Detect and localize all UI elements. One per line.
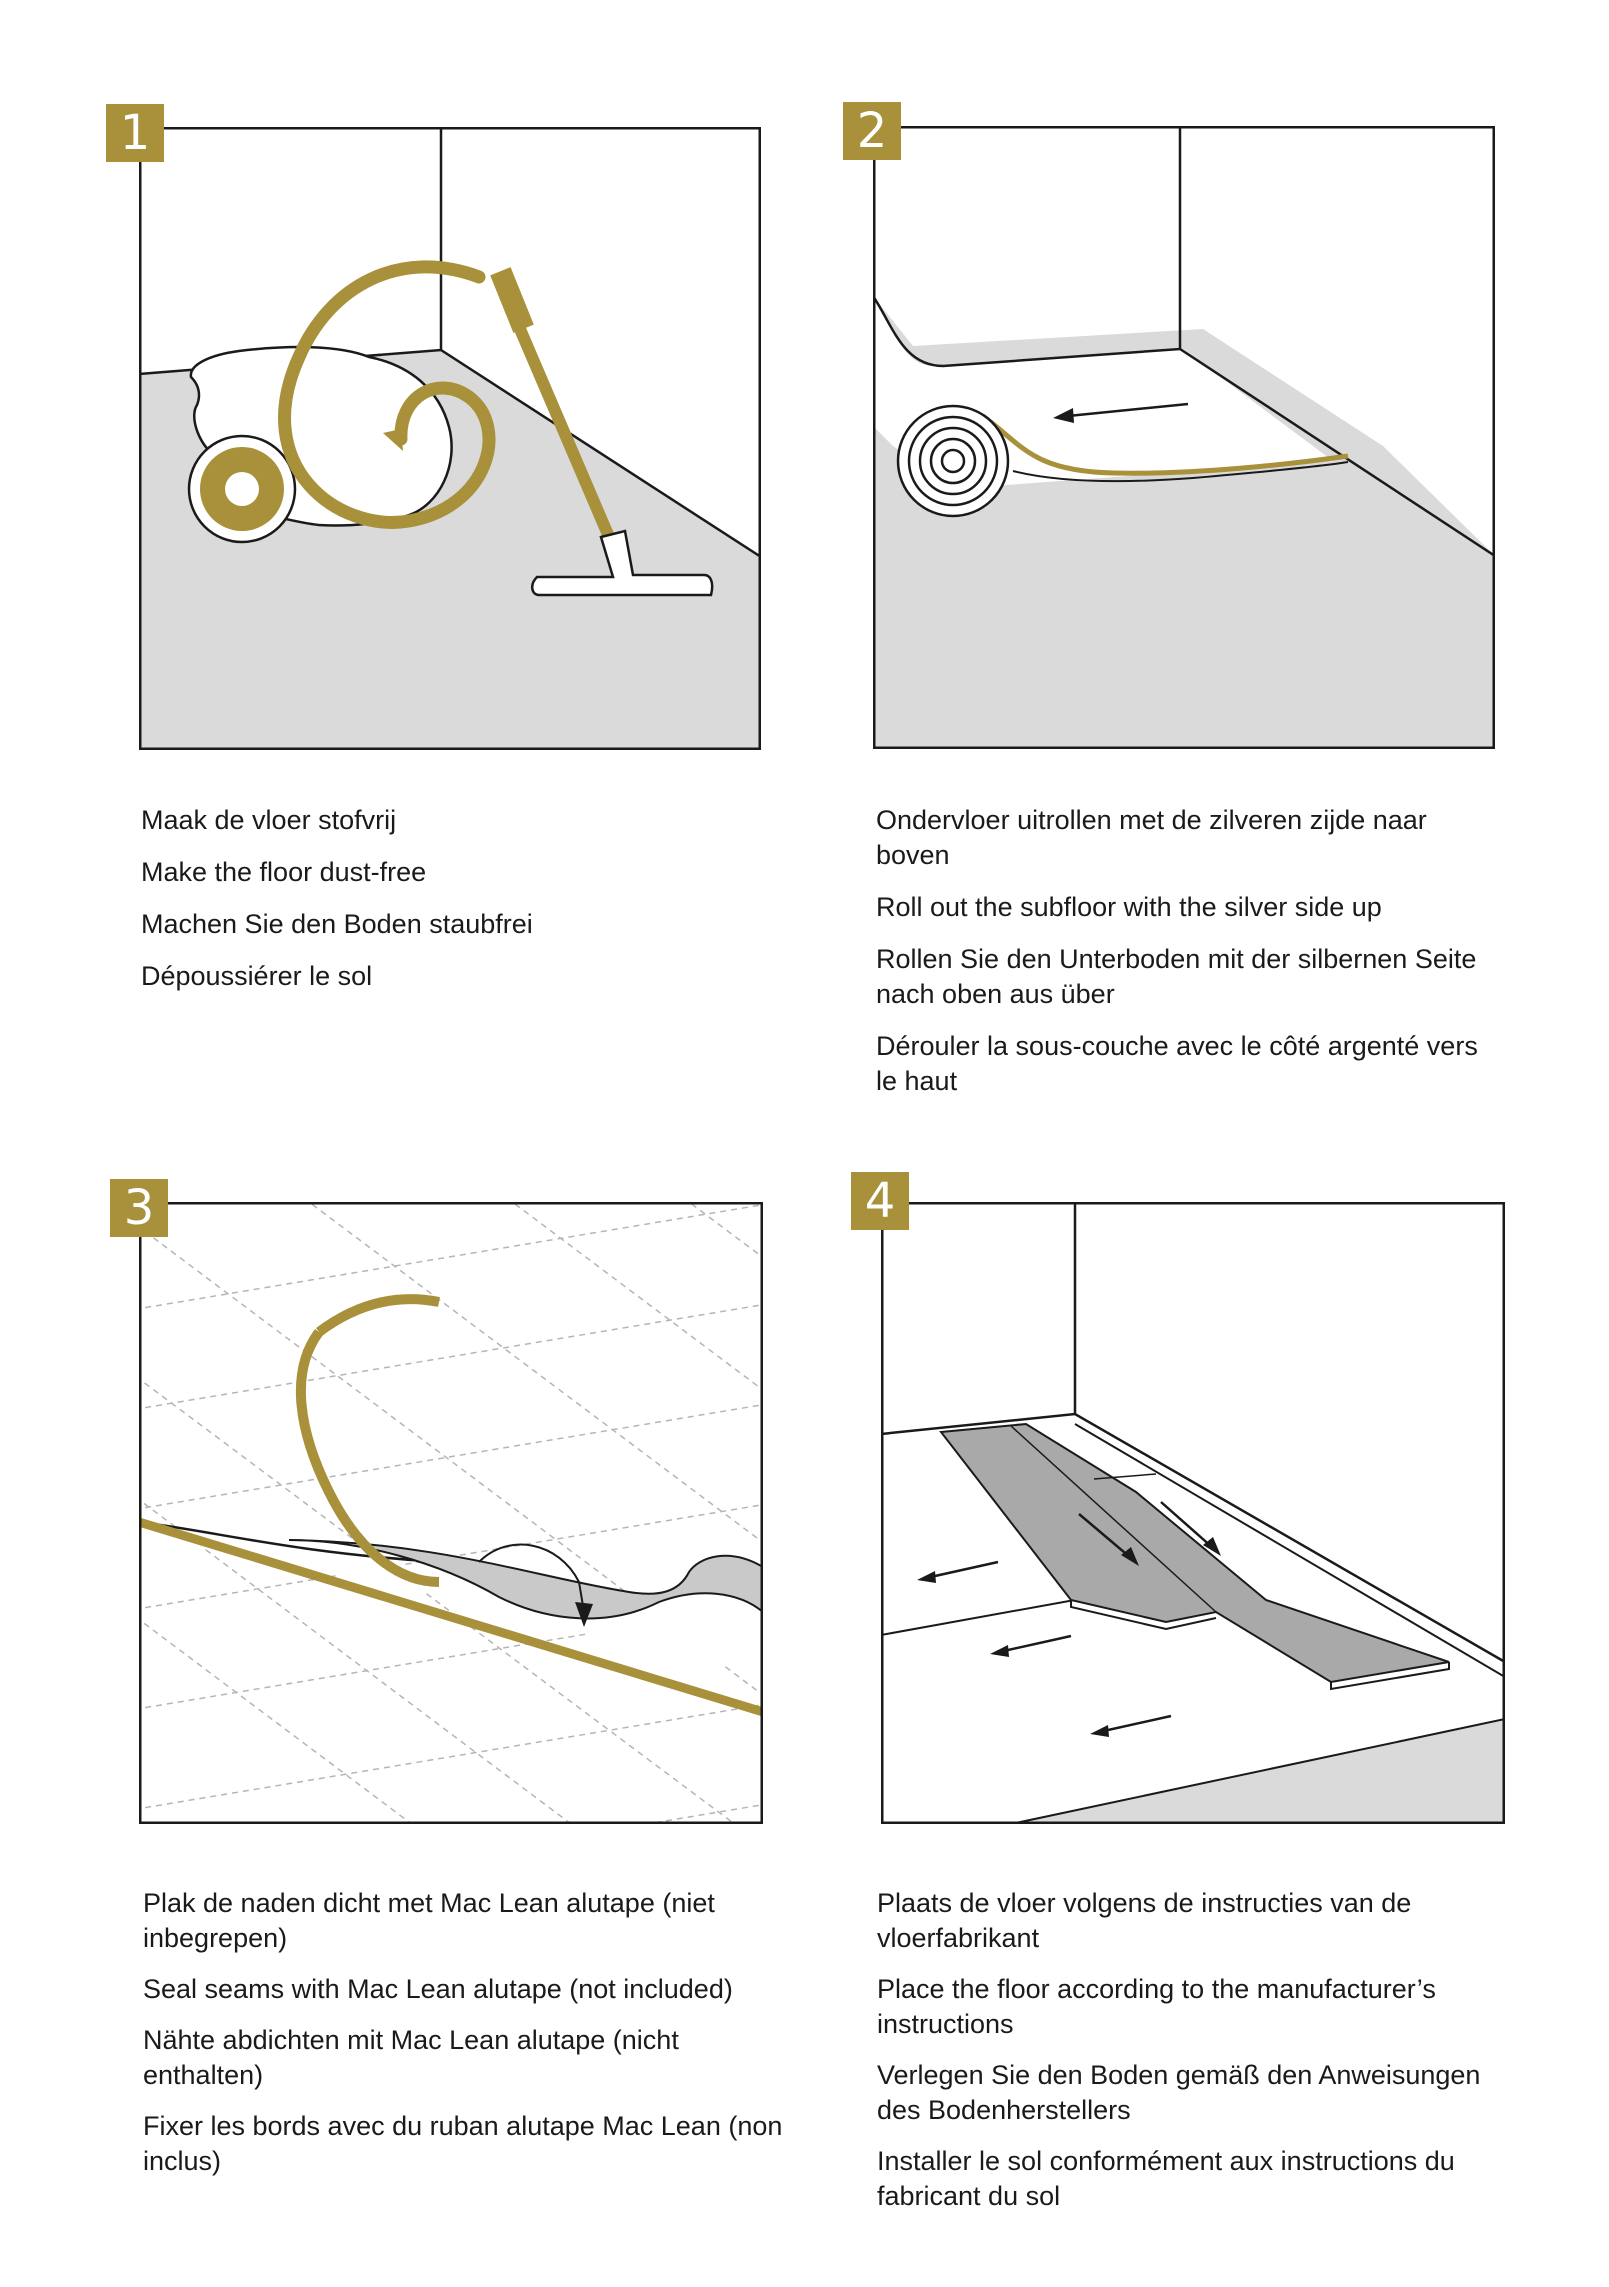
floor-planks-icon bbox=[881, 1202, 1505, 1824]
instruction-nl: Plak de naden dicht met Mac Lean alutape (niet inbegrepen) bbox=[143, 1888, 715, 1953]
alutape-seam-icon bbox=[139, 1202, 763, 1824]
instruction-fr: Installer le sol conformément aux instructions du fabricant du sol bbox=[877, 2146, 1455, 2211]
vacuum-cleaner-icon bbox=[139, 127, 761, 750]
step-number-badge: 4 bbox=[851, 1172, 909, 1230]
instruction-en: Seal seams with Mac Lean alutape (not included) bbox=[143, 1974, 733, 2004]
instruction-fr: Dérouler la sous-couche avec le côté argenté vers le haut bbox=[876, 1031, 1478, 1096]
instruction-en: Roll out the subfloor with the silver side up bbox=[876, 892, 1382, 922]
instruction-fr: Dépoussiérer le sol bbox=[141, 961, 373, 991]
instruction-texts bbox=[876, 803, 1496, 1116]
instruction-en: Make the floor dust-free bbox=[141, 857, 427, 887]
instruction-de: Machen Sie den Boden staubfrei bbox=[141, 909, 533, 939]
step-number-badge: 1 bbox=[106, 104, 164, 162]
instruction-texts bbox=[877, 1886, 1517, 2230]
instruction-en: Place the floor according to the manufacturer’s instructions bbox=[877, 1974, 1436, 2039]
step-number-badge: 3 bbox=[110, 1179, 168, 1237]
instruction-texts bbox=[141, 803, 761, 1011]
instruction-de: Nähte abdichten mit Mac Lean alutape (nicht enthalten) bbox=[143, 2025, 679, 2090]
subfloor-roll-icon bbox=[873, 126, 1495, 749]
instruction-nl: Ondervloer uitrollen met de zilveren zijde naar boven bbox=[876, 805, 1427, 870]
instruction-fr: Fixer les bords avec du ruban alutape Mac Lean (non inclus) bbox=[143, 2111, 783, 2176]
instruction-de: Rollen Sie den Unterboden mit der silbernen Seite nach oben aus über bbox=[876, 944, 1477, 1009]
instruction-texts bbox=[143, 1886, 783, 2195]
instruction-nl: Maak de vloer stofvrij bbox=[141, 805, 397, 835]
instruction-nl: Plaats de vloer volgens de instructies van de vloerfabrikant bbox=[877, 1888, 1412, 1953]
instruction-de: Verlegen Sie den Boden gemäß den Anweisungen des Bodenherstellers bbox=[877, 2060, 1481, 2125]
step-number-badge: 2 bbox=[843, 102, 901, 160]
